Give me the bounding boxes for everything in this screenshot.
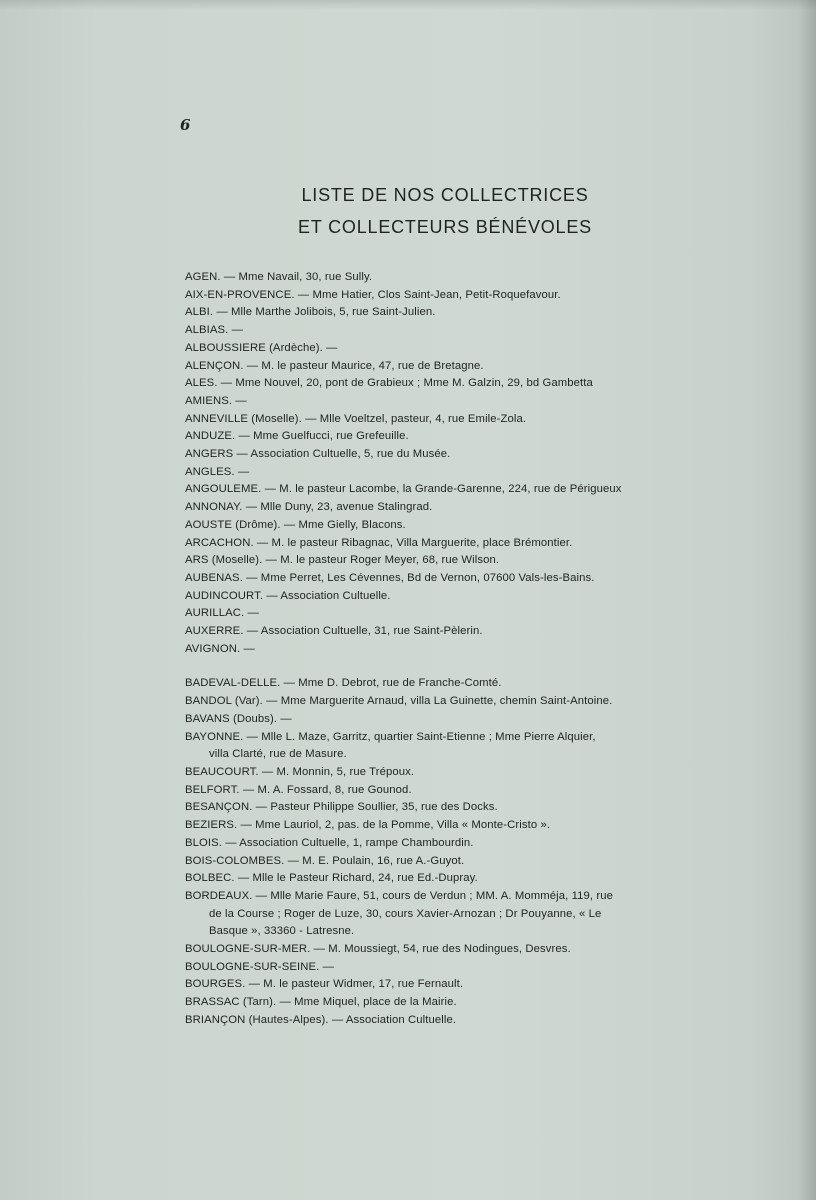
collector-list-section-a <box>185 269 715 658</box>
list-item-continuation-line: de la Course ; Roger de Luze, 30, cours Xavier-Arnozan ; Dr Pouyanne, « Le <box>209 907 602 920</box>
page-title-line-1: LISTE DE NOS COLLECTRICES <box>301 185 589 205</box>
list-item <box>185 782 715 800</box>
list-item: ALES. — Mme Nouvel, 20, pont de Grabieux ; Mme M. Galzin, 29, bd Gambetta <box>185 377 593 390</box>
list-item: ALENÇON. — M. le pasteur Maurice, 47, rue de Bretagne. <box>185 359 484 372</box>
list-item: AUXERRE. — Association Cultuelle, 31, rue Saint-Pèlerin. <box>185 625 483 638</box>
list-item: ARS (Moselle). — M. le pasteur Roger Meyer, 68, rue Wilson. <box>185 554 500 567</box>
list-item <box>185 799 715 817</box>
list-item: ANGOULEME. — M. le pasteur Lacombe, la Grande-Garenne, 224, rue de Périgueux <box>185 483 622 496</box>
list-item-continuation-line: Basque », 33360 - Latresne. <box>209 925 355 938</box>
list-item-continuation-line: villa Clarté, rue de Masure. <box>209 748 347 761</box>
list-item-line: BEZIERS. — Mme Lauriol, 2, pas. de la Pomme, Villa « Monte-Cristo ». <box>185 819 551 832</box>
list-item <box>185 817 715 835</box>
list-item-line: BOULOGNE-SUR-MER. — M. Moussiegt, 54, rue des Nodingues, Desvres. <box>185 943 571 956</box>
list-item-line: BRASSAC (Tarn). — Mme Miquel, place de la Mairie. <box>185 996 457 1009</box>
list-item: AUBENAS. — Mme Perret, Les Cévennes, Bd de Vernon, 07600 Vals-les-Bains. <box>185 571 595 584</box>
list-item: AMIENS. — <box>185 394 247 407</box>
list-item: ALBOUSSIERE (Ardèche). — <box>185 341 338 354</box>
list-item-line: BOLBEC. — Mlle le Pasteur Richard, 24, rue Ed.-Dupray. <box>185 872 478 885</box>
list-item-line: BAVANS (Doubs). — <box>185 712 292 725</box>
list-item <box>185 870 715 888</box>
list-item-line: BELFORT. — M. A. Fossard, 8, rue Gounod. <box>185 783 412 796</box>
list-item-line: BOIS-COLOMBES. — M. E. Poulain, 16, rue A.-Guyot. <box>185 854 465 867</box>
list-item-line: BORDEAUX. — Mlle Marie Faure, 51, cours de Verdun ; MM. A. Momméja, 119, rue <box>185 889 614 902</box>
list-item-line: BESANÇON. — Pasteur Philippe Soullier, 35, rue des Docks. <box>185 801 498 814</box>
list-item-line: BEAUCOURT. — M. Monnin, 5, rue Trépoux. <box>185 765 415 778</box>
collector-list-section-b <box>185 675 715 1029</box>
list-item: AOUSTE (Drôme). — Mme Gielly, Blacons. <box>185 518 406 531</box>
list-item <box>185 693 715 711</box>
page-title-line-2: ET COLLECTEURS BÉNÉVOLES <box>298 217 592 237</box>
list-item <box>185 853 715 871</box>
list-item <box>185 729 715 764</box>
list-item <box>185 1012 715 1030</box>
collector-list <box>185 269 715 1030</box>
list-item: AUDINCOURT. — Association Cultuelle. <box>185 589 391 602</box>
list-item-line: BAYONNE. — Mlle L. Maze, Garritz, quartier Saint-Etienne ; Mme Pierre Alquier, <box>185 730 596 743</box>
list-item: AVIGNON. — <box>185 642 255 655</box>
list-item-line: BANDOL (Var). — Mme Marguerite Arnaud, villa La Guinette, chemin Saint-Antoine. <box>185 695 613 708</box>
list-item: ARCACHON. — M. le pasteur Ribagnac, Villa Marguerite, place Brémontier. <box>185 536 573 549</box>
list-item: AURILLAC. — <box>185 607 259 620</box>
list-item <box>185 711 715 729</box>
list-item-line: BLOIS. — Association Cultuelle, 1, rampe Chambourdin. <box>185 836 474 849</box>
scan-shadow-top <box>0 0 816 10</box>
list-item <box>185 976 715 994</box>
page-number: 6 <box>180 116 191 134</box>
list-item <box>185 959 715 977</box>
list-item-line: BADEVAL-DELLE. — Mme D. Debrot, rue de Franche-Comté. <box>185 677 502 690</box>
list-item <box>185 675 715 693</box>
list-item-line: BOULOGNE-SUR-SEINE. — <box>185 960 334 973</box>
list-item: ALBI. — Mlle Marthe Jolibois, 5, rue Saint-Julien. <box>185 306 436 319</box>
list-item-line: BRIANÇON (Hautes-Alpes). — Association Cultuelle. <box>185 1013 457 1026</box>
list-item <box>185 888 715 941</box>
list-item: ANNEVILLE (Moselle). — Mlle Voeltzel, pasteur, 4, rue Emile-Zola. <box>185 412 527 425</box>
list-item <box>185 835 715 853</box>
scan-shadow-right <box>798 0 816 1200</box>
list-item: ANGERS — Association Cultuelle, 5, rue du Musée. <box>185 448 451 461</box>
list-item <box>185 994 715 1012</box>
list-item: AIX-EN-PROVENCE. — Mme Hatier, Clos Saint-Jean, Petit-Roquefavour. <box>185 288 561 301</box>
list-item: AGEN. — Mme Navail, 30, rue Sully. <box>185 271 373 283</box>
section-gap <box>185 658 715 675</box>
list-item <box>185 764 715 782</box>
list-item: ANGLES. — <box>185 465 250 478</box>
list-item: ALBIAS. — <box>185 324 244 337</box>
list-item <box>185 941 715 959</box>
list-item: ANDUZE. — Mme Guelfucci, rue Grefeuille. <box>185 430 409 443</box>
list-item: ANNONAY. — Mlle Duny, 23, avenue Stalingrad. <box>185 501 433 514</box>
list-item-line: BOURGES. — M. le pasteur Widmer, 17, rue Fernault. <box>185 978 464 991</box>
